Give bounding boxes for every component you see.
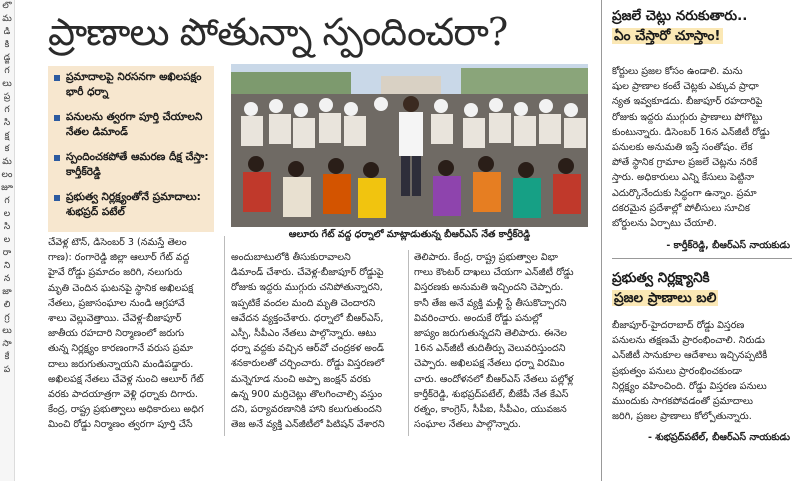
text-line: పనులకు అనుమతి ఇస్తే సంతోషం. లేక xyxy=(612,142,753,154)
text-line: ఎదుర్కొనేందుకు సిద్ధంగా ఉన్నాం. ప్రమా xyxy=(612,187,757,199)
highlight-item: ప్రమాదాలపై నిరసనగా అఖిలపక్షం భారీ ధర్నా xyxy=(54,70,212,100)
strip-fragment: న xyxy=(3,274,11,284)
headline: ప్రాణాలు పోతున్నా స్పందించరా? xyxy=(48,10,508,54)
strip-fragment: క xyxy=(4,144,10,154)
column-divider xyxy=(408,250,409,436)
title-line: ప్రభుత్వ నిర్లక్ష్యానికి xyxy=(612,270,710,286)
text-line: ధర్నా వద్దకు వచ్చిన ఆర్‌వో చంద్రకళ అండ్‌ xyxy=(231,343,385,355)
strip-fragment: రా xyxy=(2,248,12,258)
strip-fragment: సి xyxy=(3,118,11,128)
text-line: నిర్లక్ష్యం వహించింది. రోడ్డు విస్తరణ పనులు xyxy=(612,380,767,392)
text-line: ఉన్న 900 మర్రిచెట్లు తొలగించాల్సి వస్తుం xyxy=(231,388,383,400)
title-line: ప్రజల ప్రాణాలు బలి xyxy=(614,290,717,306)
strip-fragment: జూ xyxy=(1,183,13,193)
strip-fragment: గ xyxy=(4,196,10,206)
text-line: ఆవేదన వ్యక్తంచేశారు. ధర్నాలో బీఆర్‌ఎస్‌, xyxy=(231,312,384,324)
sidebar-quote-title-1 xyxy=(612,6,792,46)
photo-caption: ఆలూరు గేట్‌ వద్ద ధర్నాలో మాట్లాడుతున్న బీఆర్‌ఎస్‌ నేత కార్తీక్‌రెడ్డి xyxy=(288,229,531,240)
text-line: చారు. ఆందోళనలో బీఆర్‌ఎస్‌ నేతలు పల్లోళ్ల xyxy=(414,373,574,385)
text-line: దాలు జరుగుతున్నాయని మండిపడ్డారు. xyxy=(48,358,194,370)
strip-fragment: మ xyxy=(2,157,12,167)
sidebar-quote-title-2 xyxy=(612,268,792,308)
strip-fragment: గ xyxy=(4,66,10,76)
text-line: అఖిలపక్ష నేతలు చేవెళ్ల నుంచి ఆలూర్‌ గేట్‌ xyxy=(48,373,204,385)
quote-attribution-2: - శుభప్రద్‌పటేల్‌, బీఆర్‌ఎస్‌ నాయకుడు xyxy=(647,432,790,443)
strip-fragment: కే xyxy=(4,352,10,362)
text-line: 16న ఎన్‌జీటీ తుదితీర్పు వెలువరిస్తుందని xyxy=(414,343,566,355)
text-line: కుంటున్నారు. డిసెంబర్‌ 16న ఎన్‌జీటీ రోడ్డు xyxy=(612,126,770,138)
strip-fragment: లి xyxy=(3,300,11,310)
text-line: ముందుకు సాగకపోవడంతో ప్రమాదాలు xyxy=(612,396,753,408)
text-line: శనకారులతో చర్చించారు. రోడ్డు విస్తరణలో xyxy=(231,358,385,370)
strip-fragment: సా xyxy=(2,339,12,349)
text-line: శాలు వెల్లువెత్తాయి. చేవెళ్ల-బీజాపూర్‌ xyxy=(48,313,182,325)
text-line: చెప్పారు. అఖిలపక్ష నేతలు ధర్నా విరమిం xyxy=(414,358,565,370)
title-line: ఏం చేస్తారో చూస్తాం! xyxy=(614,28,721,44)
text-line: రోజుకు ఇద్దరు ముగ్గురు ప్రాణాలు పోగొట్టు xyxy=(612,111,763,123)
protest-photo-illustration xyxy=(231,64,588,227)
article-column-2 xyxy=(231,250,404,436)
strip-fragment: సి xyxy=(3,222,11,232)
strip-fragment: ప్ర xyxy=(3,92,11,102)
text-line: జరిగి, ప్రజల ప్రాణాలు కోల్పోతున్నారు. xyxy=(612,411,752,423)
strip-fragment: ల xyxy=(3,235,11,245)
text-line: తెలిపారు. కేంద్ర, రాష్ట్ర ప్రభుత్వాల విభా xyxy=(414,252,558,263)
text-line: తెజ అనే వ్యక్తి ఎన్‌జీటీలో పిటిషన్‌ వేశారని xyxy=(231,419,385,431)
text-line: కేంద్ర, రాష్ట్ర ప్రభుత్వాలు అధికారులు అధిగ xyxy=(48,404,204,416)
strip-fragment: ప xyxy=(3,365,11,375)
strip-fragment: గ్ర xyxy=(4,313,10,323)
strip-fragment: ల xyxy=(3,209,11,219)
text-line: కానీ తేజ అనే వ్యక్తి మళ్లీ స్టే తీసుకొచ్చారని xyxy=(414,297,567,309)
text-line: నేతలు, ప్రజాసంఘాల నుండి ఆగ్రహావే xyxy=(48,297,185,309)
sidebar-divider xyxy=(601,0,602,481)
strip-fragment: క్ష xyxy=(4,131,10,141)
text-line: చేవెళ్ల టౌన్‌, డిసెంబర్‌ 3 (నమస్తే తెలం xyxy=(48,237,187,248)
text-line: ప్రభుత్వం పనులు ప్రారంభించకుండా xyxy=(612,365,742,377)
article-column-1 xyxy=(48,235,219,435)
strip-fragment: లు xyxy=(2,79,12,89)
text-line: సంఘాల నేతలు పాల్గొన్నారు. xyxy=(414,419,521,431)
adjacent-column-strip xyxy=(0,0,15,481)
text-line: పనులను తక్షణమే ప్రారంభించాలి. నిరుడు xyxy=(612,335,765,347)
text-line: డిమాండ్‌ చేశారు. చేవెళ్ల-బీజాపూర్‌ రోడ్డుపై xyxy=(231,267,384,279)
text-line: రత్నం, కాంగ్రెస్‌, సీపీఐ, సీపీఎం, యువజన xyxy=(414,404,567,416)
text-line: ఇప్పటికే వందల మంది మృతి చెందారని xyxy=(231,297,376,309)
text-line: మించి రోడ్డు నిర్మాణం త్వరగా పూర్తి చేసే xyxy=(48,419,193,431)
article-column-3 xyxy=(414,250,590,436)
sidebar-quote-body-2 xyxy=(612,318,790,428)
text-line: బీజాపూర్‌-హైదరాబాద్‌ రోడ్డు విస్తరణ xyxy=(612,320,745,331)
highlight-item: ప్రభుత్వ నిర్లక్ష్యంతోనే ప్రమాదాలు: శుభప్రద్‌ పటేల్‌ xyxy=(54,190,212,220)
text-line: కార్తీక్‌రెడ్డి, శుభప్రద్‌పటేల్‌, బీజేపీ నేత కేఎస్‌ xyxy=(414,388,569,400)
text-line: వివరించారు. అందుకే రోడ్డు పనుల్లో xyxy=(414,312,542,324)
sidebar-quote-body-1 xyxy=(612,64,790,234)
text-line: జాతీయ రహదారి నిర్మాణంలో జరుగు xyxy=(48,328,185,340)
text-line: గాలు కౌంటర్‌ దాఖలు చేయగా ఎన్‌జీటీ రోడ్డు xyxy=(414,267,574,279)
strip-fragment: లు xyxy=(2,326,12,336)
text-line: జాప్యం జరుగుతున్నదని తెలిపారు. ఈనెల xyxy=(414,328,567,340)
strip-fragment: మ xyxy=(2,14,12,24)
strip-fragment: కి xyxy=(4,40,10,50)
text-line: ఎన్‌జీటీ సానుకూల ఆదేశాలు ఇచ్చినప్పటికీ xyxy=(612,350,768,362)
strip-fragment: లం xyxy=(1,170,13,180)
title-line: ప్రజలే చెట్లు నరుకుతారు.. xyxy=(612,8,748,24)
text-line: బోర్డులను ఏర్పాటు చేయాలి. xyxy=(612,218,717,230)
strip-fragment: గ xyxy=(4,105,10,115)
text-line: రోజుకు ఇద్దరు ముగ్గురు చనిపోతున్నారని, xyxy=(231,282,383,294)
strip-fragment: లొ xyxy=(2,1,12,11)
text-line: పోతే స్థానిక గ్రామాల ప్రజలే చెట్లను నరికే xyxy=(612,157,758,169)
text-line: కోర్టులు ప్రజల కోసం ఉండాలి. మను xyxy=(612,66,743,77)
text-line: మన్నెగూడ నుంచి అప్పా జంక్షన్‌ వరకు xyxy=(231,373,371,385)
strip-fragment: జా xyxy=(2,287,12,297)
text-line: గాణ): రంగారెడ్డి జిల్లా ఆలూర్‌ గేట్‌ వద్ద xyxy=(48,252,190,264)
column-divider xyxy=(224,236,225,436)
text-line: విస్తరణకు అనుమతి ఇచ్చిందని చెప్పారు. xyxy=(414,282,564,294)
quote-attribution-1: - కార్తీక్‌రెడ్డి, బీఆర్‌ఎస్‌ నాయకుడు xyxy=(666,240,790,251)
text-line: వరకు పాదయాత్రగా వెళ్లి ధర్నాకు దిగారు. xyxy=(48,389,198,401)
text-line: అందుబాటులోకి తీసుకురావాలని xyxy=(231,252,351,263)
text-line: తున్న నిర్లక్ష్యం కారణంగానే వరుస ప్రమా xyxy=(48,343,193,355)
section-divider xyxy=(612,258,792,259)
text-line: ఎస్పీ, సీపీఎం నేతలు పాల్గొన్నారు. ఆటు xyxy=(231,328,377,340)
strip-fragment: ని xyxy=(3,261,11,271)
strip-fragment: డ్జ xyxy=(3,53,11,63)
text-line: హైవే రోడ్డు ప్రమాదం జరిగి, నలుగురు xyxy=(48,267,183,279)
text-line: దకరమైన ప్రదేశాల్లో పోలీసులు సూచిక xyxy=(612,202,750,214)
highlight-item: పనులను త్వరగా పూర్తి చేయాలని నేతల డిమాండ్‌ xyxy=(54,110,212,140)
text-line: షుల ప్రాణాల కంటే చెట్లకు ఎక్కువ ప్రాధా xyxy=(612,81,759,93)
highlights-box xyxy=(48,66,214,232)
highlight-item: స్పందించకపోతే ఆమరణ దీక్ష చేస్తా: కార్తీక్‌రెడ్డి xyxy=(54,150,212,180)
strip-fragment: డి xyxy=(3,27,11,37)
text-line: మృతి చెందిన ఘటనపై స్థానిక అఖిలపక్ష xyxy=(48,282,194,294)
text-line: న్యత ఇవ్వకూడదు. బీజాపూర్‌ రహదారిపై xyxy=(612,96,763,108)
protest-photo xyxy=(231,64,588,227)
text-line: స్తారు. అధికారులు ఎన్ని కేసులు పెట్టినా xyxy=(612,172,755,184)
text-line: దని, పర్యావరణానికి హాని కలుగుతుందని xyxy=(231,404,382,416)
